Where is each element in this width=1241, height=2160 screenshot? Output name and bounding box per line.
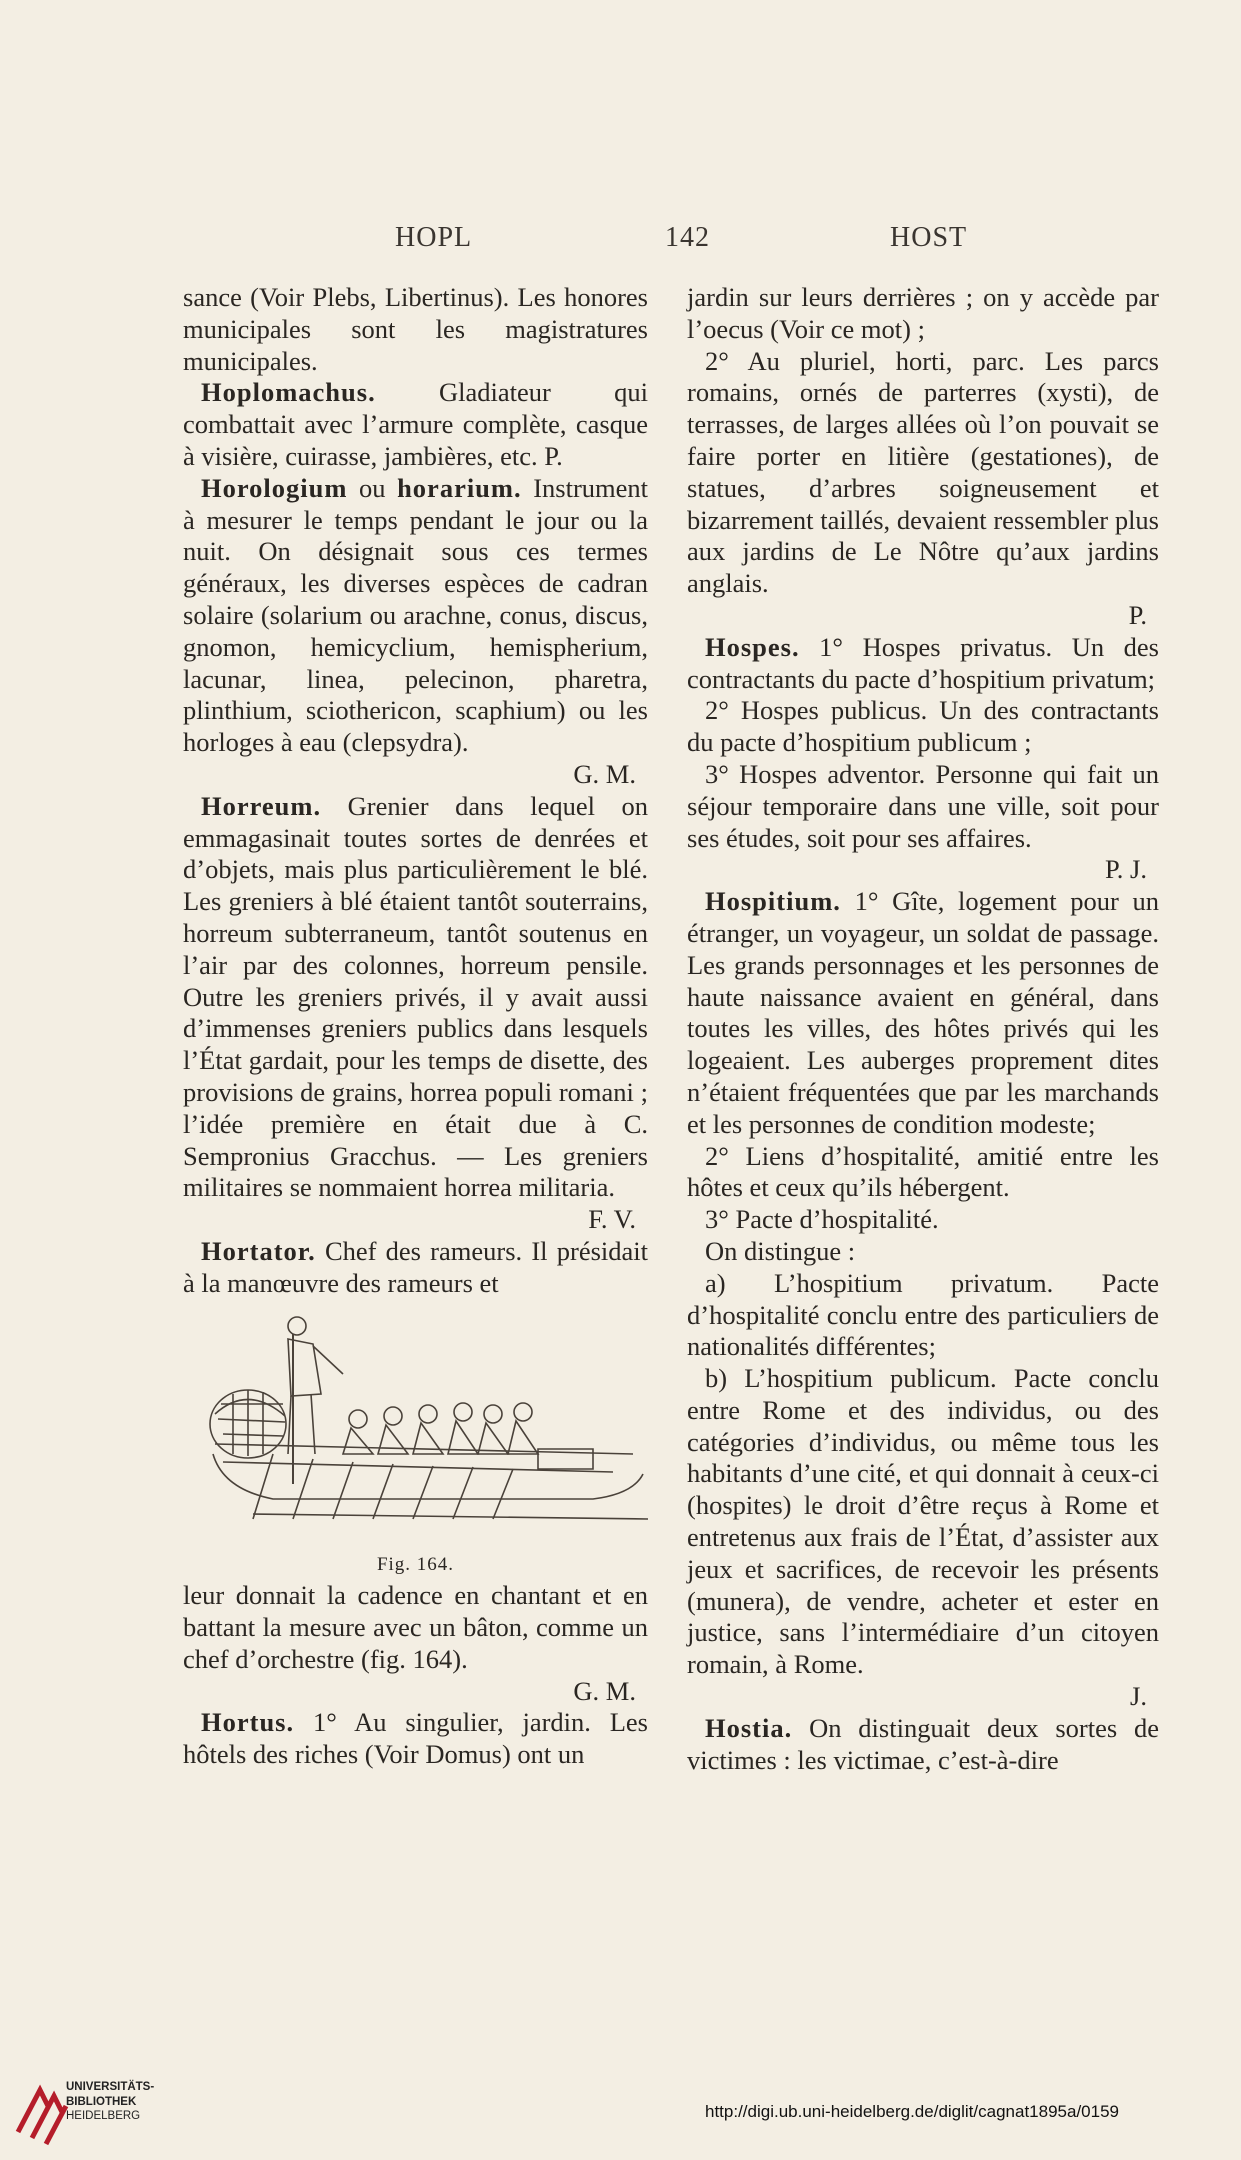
figure-rowing-boat [183,1304,648,1549]
paragraph-continuation: leur donnait la cadence en chantant et en battant la mesure avec un bâton, comme un chef d’orchestre (fig. 164). [183,1580,648,1674]
paragraph: b) L’hospitium publicum. Pacte conclu entre Rome et des individus, ou des catégories d’individus, ou même tous les habitants d’une cité, et qui donnait à ceux-ci (hospites) le droit d’être reçus à Rome et entretenus aux frais de l’État, d’assister aux jeux et sacrifices, de recevoir les présents (munera), de vendre, acheter et ester en justice, sans l’intermédiaire d’un citoyen romain, à Rome. [687,1363,1159,1680]
library-logo-text [66,2080,154,2124]
left-column [183,282,648,1771]
running-header [170,222,1100,262]
paragraph: 3° Hospes adventor. Personne qui fait un séjour temporaire dans une ville, soit pour ses études, soit pour ses affaires. [687,758,1159,853]
entry-text: 1° Gîte, logement pour un étranger, un voyageur, un soldat de passage. Les grands personnages et les personnes de haute naissance avaient en général, dans toutes les villes, des hôtes privés qui les logeaient. Les auberges proprement dites n’étaient fréquentées que par les marchands et les personnes de condition modeste; [687,886,1159,1139]
figure-caption: Fig. 164. [376,1553,455,1575]
entry-hortus [183,1707,648,1771]
entry-text: 1° Au singulier, jardin. Les hôtels des riches (Voir Domus) ont un [183,1707,648,1770]
paragraph: a) L’hospitium privatum. Pacte d’hospitalité conclu entre des particuliers de nationalités différentes; [687,1267,1159,1362]
signature: J. [1130,1681,1147,1712]
entry-hospes [687,632,1159,696]
headword-alt: horarium. [397,472,522,503]
signature: P. J. [1105,854,1147,885]
paragraph: 3° Pacte d’hospitalité. [705,1204,939,1235]
entry-horologium [183,473,648,759]
entry-text: ou [347,472,398,503]
header-right: HOST [890,222,968,253]
entry-text: Instrument à mesurer le temps pendant le jour ou la nuit. On désignait sous ces termes généraux, les diverses espèces de cadran solaire (solarium ou arachne, conus, discus, gnomon, hemicyclium, hemispherium, lacunar, linea, pelecinon, pharetra, plinthium, sciothericon, scaphium) ou les horloges à eau (clepsydra). [183,472,648,758]
boat-illustration [193,1304,653,1544]
entry-text: On distinguait deux sortes de victimes : les victimae, c’est-à-dire [687,1712,1159,1775]
entry-text: 1° Hospes privatus. Un des contractants du pacte d’hospitium privatum; [687,631,1159,694]
paragraph-continuation: jardin sur leurs derrières ; on y accède par l’oecus (Voir ce mot) ; [687,282,1159,344]
entry-horreum [183,791,648,1204]
signature: F. V. [588,1204,636,1235]
entry-hortator [183,1236,648,1300]
paragraph: On distingue : [705,1235,856,1266]
page-number: 142 [665,222,710,253]
entry-text: Grenier dans lequel on emmagasinait toutes sortes de denrées et d’objets, mais plus particulièrement le blé. Les greniers à blé étaient tantôt souterrains, horreum subterraneum, tantôt soutenus en l’air par des colonnes, horreum pensile. Outre les greniers privés, il y avait aussi d’immenses greniers publics dans lesquels l’État gardait, pour les temps de disette, des provisions de grains, horrea populi romani ; l’idée première en était due à C. Sempronius Gracchus. — Les greniers militaires se nommaient horrea militaria. [183,790,648,1203]
headword: Horreum. [201,790,322,821]
source-url: http://digi.ub.uni-heidelberg.de/diglit/cagnat1895a/0159 [705,2102,1119,2121]
headword: Horologium [201,472,348,503]
headword: Hospes. [705,631,800,662]
entry-hospitium [687,886,1159,1140]
signature: P. [1128,599,1147,630]
logo-line: UNIVERSITÄTS- [66,2081,155,2093]
paragraph: 2° Liens d’hospitalité, amitié entre les hôtes et ceux qu’ils hébergent. [687,1140,1159,1203]
signature: P. [544,440,563,471]
headword: Hortus. [201,1707,295,1738]
entry-text: Chef des rameurs. Il présidait à la manœuvre des rameurs et [183,1235,648,1298]
paragraph: 2° Au pluriel, horti, parc. Les parcs romains, ornés de parterres (xysti), de terrasses, de larges allées où l’on pouvait se faire porter en litière (gestationes), de statues, d’arbres soigneusement et bizarrement taillés, devaient ressembler plus aux jardins de Le Nôtre qu’aux jardins anglais. [687,345,1159,599]
paragraph: 2° Hospes publicus. Un des contractants du pacte d’hospitium publicum ; [687,695,1159,758]
logo-line: HEIDELBERG [66,2110,141,2122]
paragraph-continuation: sance (Voir Plebs, Libertinus). Les honores municipales sont les magistratures municipales. [183,282,648,376]
headword: Hospitium. [705,886,841,917]
logo-line: BIBLIOTHEK [66,2095,137,2108]
headword: Hortator. [201,1235,316,1266]
signature: G. M. [573,1675,636,1706]
entry-text: Gladiateur qui combattait avec l’armure complète, casque à visière, cuirasse, jambières, etc. [183,377,648,471]
entry-hoplomachus [183,377,648,472]
right-column [687,282,1159,1776]
headword: Hoplomachus. [201,377,376,408]
header-left: HOPL [395,222,473,253]
entry-hostia [687,1713,1159,1777]
signature: G. M. [573,758,636,789]
headword: Hostia. [705,1712,793,1743]
